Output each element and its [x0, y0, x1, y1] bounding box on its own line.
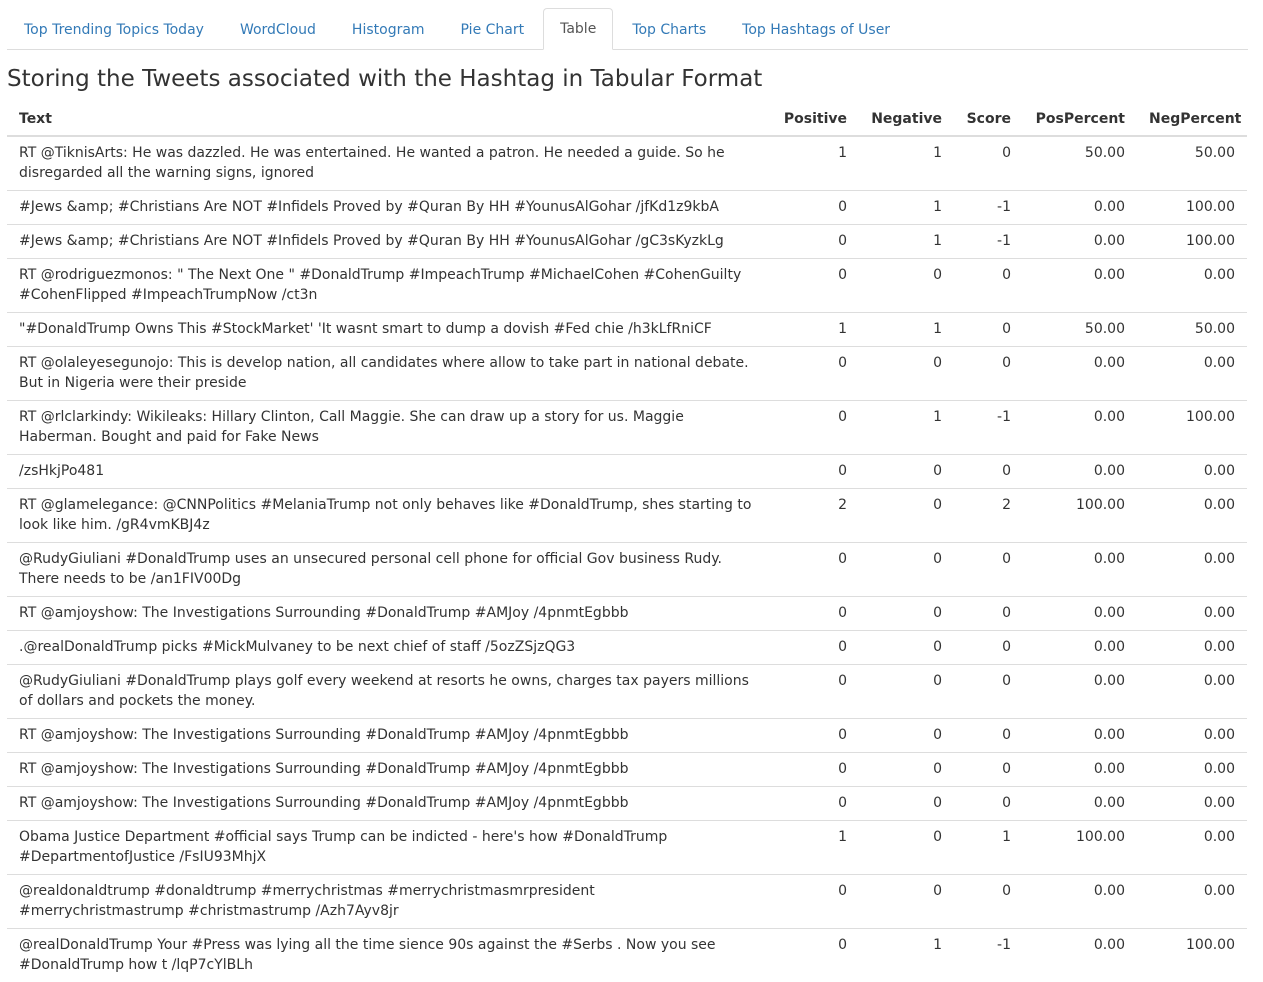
tweets-table-container [7, 104, 1247, 982]
cell-positive: 0 [765, 259, 859, 313]
cell-text: RT @amjoyshow: The Investigations Surrounding #DonaldTrump #AMJoy /4pnmtEgbbb [7, 787, 765, 821]
cell-negative: 1 [859, 929, 954, 982]
cell-positive: 0 [765, 347, 859, 401]
tab-table[interactable]: Table [543, 8, 613, 50]
cell-score: 0 [954, 787, 1023, 821]
cell-score: 0 [954, 719, 1023, 753]
cell-negpercent: 0.00 [1137, 787, 1247, 821]
cell-text: @RudyGiuliani #DonaldTrump uses an unsecured personal cell phone for official Gov business Rudy. There needs to be /an1FIV00Dg [7, 543, 765, 597]
cell-positive: 1 [765, 821, 859, 875]
cell-negative: 0 [859, 665, 954, 719]
cell-negpercent: 100.00 [1137, 225, 1247, 259]
cell-score: 1 [954, 821, 1023, 875]
table-row [7, 225, 1247, 259]
table-row [7, 597, 1247, 631]
cell-text: .@realDonaldTrump picks #MickMulvaney to be next chief of staff /5ozZSjzQG3 [7, 631, 765, 665]
cell-score: 0 [954, 543, 1023, 597]
table-row [7, 665, 1247, 719]
cell-negative: 0 [859, 719, 954, 753]
cell-pospercent: 0.00 [1023, 929, 1137, 982]
cell-negative: 0 [859, 489, 954, 543]
cell-text: @realdonaldtrump #donaldtrump #merrychristmas #merrychristmasmrpresident #merrychristmastrump #christmastrump /Azh7Ayv8jr [7, 875, 765, 929]
cell-negpercent: 0.00 [1137, 455, 1247, 489]
cell-score: -1 [954, 225, 1023, 259]
cell-negpercent: 0.00 [1137, 631, 1247, 665]
cell-positive: 0 [765, 455, 859, 489]
cell-positive: 0 [765, 787, 859, 821]
cell-negpercent: 100.00 [1137, 401, 1247, 455]
cell-score: 0 [954, 259, 1023, 313]
tab-top-hashtags-of-user[interactable]: Top Hashtags of User [725, 9, 907, 49]
cell-text: RT @rlclarkindy: Wikileaks: Hillary Clinton, Call Maggie. She can draw up a story for us. Maggie Haberman. Bought and paid for Fake News [7, 401, 765, 455]
cell-pospercent: 0.00 [1023, 455, 1137, 489]
table-row [7, 929, 1247, 982]
cell-score: 0 [954, 136, 1023, 191]
cell-pospercent: 100.00 [1023, 489, 1137, 543]
tweets-table [7, 104, 1247, 982]
cell-score: -1 [954, 929, 1023, 982]
table-row [7, 753, 1247, 787]
cell-pospercent: 50.00 [1023, 313, 1137, 347]
cell-positive: 0 [765, 631, 859, 665]
table-row [7, 455, 1247, 489]
cell-pospercent: 0.00 [1023, 787, 1137, 821]
table-row [7, 489, 1247, 543]
cell-positive: 1 [765, 136, 859, 191]
cell-pospercent: 0.00 [1023, 753, 1137, 787]
cell-pospercent: 0.00 [1023, 543, 1137, 597]
table-row [7, 631, 1247, 665]
cell-positive: 0 [765, 753, 859, 787]
cell-positive: 0 [765, 875, 859, 929]
cell-pospercent: 50.00 [1023, 136, 1137, 191]
cell-text: RT @glamelegance: @CNNPolitics #MelaniaTrump not only behaves like #DonaldTrump, shes starting to look like him. /gR4vmKBJ4z [7, 489, 765, 543]
cell-text: #Jews &amp; #Christians Are NOT #Infidels Proved by #Quran By HH #YounusAlGohar /gC3sKyzkLg [7, 225, 765, 259]
cell-pospercent: 0.00 [1023, 225, 1137, 259]
cell-text: #Jews &amp; #Christians Are NOT #Infidels Proved by #Quran By HH #YounusAlGohar /jfKd1z9kbA [7, 191, 765, 225]
cell-negative: 0 [859, 631, 954, 665]
cell-positive: 0 [765, 665, 859, 719]
table-row [7, 543, 1247, 597]
table-row [7, 821, 1247, 875]
table-header [7, 104, 1247, 136]
nav-tabs [7, 8, 1248, 50]
tab-histogram[interactable]: Histogram [335, 9, 442, 49]
cell-pospercent: 0.00 [1023, 665, 1137, 719]
cell-text: "#DonaldTrump Owns This #StockMarket' 'It wasnt smart to dump a dovish #Fed chie /h3kLfRniCF [7, 313, 765, 347]
header-text[interactable]: Text [7, 104, 765, 136]
cell-negpercent: 100.00 [1137, 191, 1247, 225]
cell-negative: 0 [859, 753, 954, 787]
cell-text: Obama Justice Department #official says Trump can be indicted - here's how #DonaldTrump #DepartmentofJustice /FsIU93MhjX [7, 821, 765, 875]
cell-text: RT @amjoyshow: The Investigations Surrounding #DonaldTrump #AMJoy /4pnmtEgbbb [7, 597, 765, 631]
header-negpercent[interactable]: NegPercent [1137, 104, 1247, 136]
cell-negpercent: 0.00 [1137, 259, 1247, 313]
cell-positive: 0 [765, 191, 859, 225]
table-body [7, 136, 1247, 982]
cell-negative: 0 [859, 597, 954, 631]
cell-negpercent: 0.00 [1137, 719, 1247, 753]
cell-negpercent: 50.00 [1137, 136, 1247, 191]
cell-negpercent: 0.00 [1137, 753, 1247, 787]
table-row [7, 259, 1247, 313]
cell-pospercent: 0.00 [1023, 191, 1137, 225]
cell-negative: 1 [859, 225, 954, 259]
cell-positive: 0 [765, 401, 859, 455]
tab-pie-chart[interactable]: Pie Chart [444, 9, 542, 49]
cell-text: RT @TiknisArts: He was dazzled. He was entertained. He wanted a patron. He needed a guide. So he disregarded all the warning signs, ignored [7, 136, 765, 191]
header-row [7, 104, 1247, 136]
cell-text: RT @amjoyshow: The Investigations Surrounding #DonaldTrump #AMJoy /4pnmtEgbbb [7, 719, 765, 753]
cell-positive: 0 [765, 929, 859, 982]
cell-negpercent: 50.00 [1137, 313, 1247, 347]
cell-negpercent: 0.00 [1137, 665, 1247, 719]
cell-pospercent: 0.00 [1023, 719, 1137, 753]
cell-negpercent: 0.00 [1137, 821, 1247, 875]
cell-pospercent: 0.00 [1023, 597, 1137, 631]
cell-positive: 0 [765, 719, 859, 753]
cell-score: 0 [954, 631, 1023, 665]
cell-score: 0 [954, 597, 1023, 631]
cell-negative: 1 [859, 191, 954, 225]
header-score[interactable]: Score [954, 104, 1023, 136]
cell-positive: 0 [765, 225, 859, 259]
cell-score: 2 [954, 489, 1023, 543]
cell-score: 0 [954, 313, 1023, 347]
table-row [7, 719, 1247, 753]
cell-score: 0 [954, 455, 1023, 489]
cell-positive: 2 [765, 489, 859, 543]
table-row [7, 875, 1247, 929]
cell-negative: 1 [859, 313, 954, 347]
cell-negative: 0 [859, 259, 954, 313]
header-pospercent[interactable]: PosPercent [1023, 104, 1137, 136]
cell-text: @RudyGiuliani #DonaldTrump plays golf every weekend at resorts he owns, charges tax payers millions of dollars and pockets the money. [7, 665, 765, 719]
cell-negpercent: 0.00 [1137, 543, 1247, 597]
cell-negative: 1 [859, 136, 954, 191]
cell-score: 0 [954, 753, 1023, 787]
cell-text: @realDonaldTrump Your #Press was lying all the time sience 90s against the #Serbs . Now you see #DonaldTrump how t /lqP7cYlBLh [7, 929, 765, 982]
cell-score: -1 [954, 401, 1023, 455]
cell-negative: 1 [859, 401, 954, 455]
cell-negative: 0 [859, 455, 954, 489]
page-title: Storing the Tweets associated with the Hashtag in Tabular Format [7, 66, 762, 92]
table-row [7, 401, 1247, 455]
table-row [7, 136, 1247, 191]
cell-score: 0 [954, 875, 1023, 929]
tab-top-trending-topics[interactable]: Top Trending Topics Today [7, 9, 221, 49]
tab-wordcloud[interactable]: WordCloud [223, 9, 333, 49]
cell-pospercent: 0.00 [1023, 875, 1137, 929]
cell-negpercent: 0.00 [1137, 489, 1247, 543]
cell-text: RT @olaleyesegunojo: This is develop nation, all candidates where allow to take part in national debate. But in Nigeria were their preside [7, 347, 765, 401]
header-negative[interactable]: Negative [859, 104, 954, 136]
table-row [7, 347, 1247, 401]
cell-negative: 0 [859, 347, 954, 401]
cell-text: /zsHkjPo481 [7, 455, 765, 489]
header-positive[interactable]: Positive [765, 104, 859, 136]
cell-negpercent: 100.00 [1137, 929, 1247, 982]
cell-negpercent: 0.00 [1137, 597, 1247, 631]
cell-pospercent: 0.00 [1023, 401, 1137, 455]
cell-pospercent: 0.00 [1023, 259, 1137, 313]
table-row [7, 787, 1247, 821]
table-row [7, 313, 1247, 347]
cell-pospercent: 100.00 [1023, 821, 1137, 875]
tab-top-charts[interactable]: Top Charts [615, 9, 723, 49]
cell-text: RT @amjoyshow: The Investigations Surrounding #DonaldTrump #AMJoy /4pnmtEgbbb [7, 753, 765, 787]
cell-negative: 0 [859, 875, 954, 929]
cell-positive: 0 [765, 597, 859, 631]
cell-negative: 0 [859, 821, 954, 875]
cell-negpercent: 0.00 [1137, 875, 1247, 929]
cell-negative: 0 [859, 787, 954, 821]
cell-negpercent: 0.00 [1137, 347, 1247, 401]
cell-score: 0 [954, 665, 1023, 719]
cell-pospercent: 0.00 [1023, 347, 1137, 401]
cell-score: -1 [954, 191, 1023, 225]
cell-text: RT @rodriguezmonos: " The Next One " #DonaldTrump #ImpeachTrump #MichaelCohen #CohenGuilty #CohenFlipped #ImpeachTrumpNow /ct3n [7, 259, 765, 313]
cell-score: 0 [954, 347, 1023, 401]
cell-positive: 1 [765, 313, 859, 347]
cell-negative: 0 [859, 543, 954, 597]
cell-pospercent: 0.00 [1023, 631, 1137, 665]
table-row [7, 191, 1247, 225]
cell-positive: 0 [765, 543, 859, 597]
